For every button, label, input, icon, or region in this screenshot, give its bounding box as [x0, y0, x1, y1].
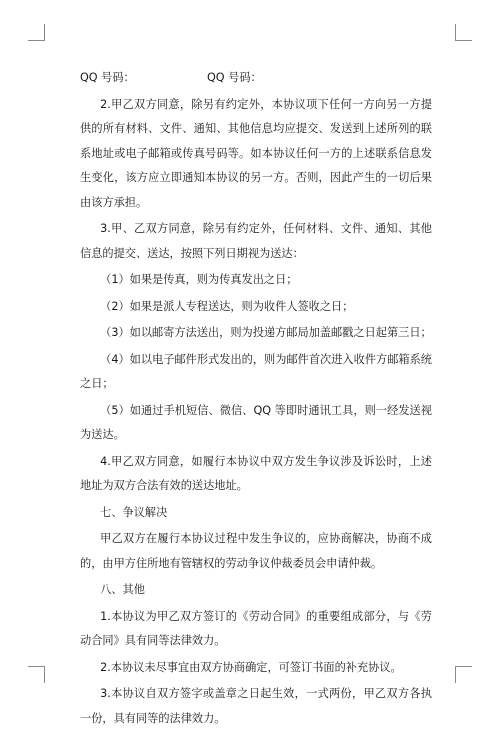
delivery-item-4: （4）如以电子邮件形式发出的，则为邮件首次进入收件方邮箱系统之日；	[80, 352, 432, 390]
qq-number-label-right: QQ 号码：	[207, 71, 262, 84]
section-7-heading: 七、争议解决	[100, 505, 168, 519]
clause-2-paragraph: 2.甲乙双方同意，除另有约定外，本协议项下任何一方向另一方提供的所有材料、文件、通知、其他信息均应提交、发送到上述所列的联系地址或电子邮箱或传真号码等。如本协议任何一方的上述联系信息发生变化，该方应立即通知本协议的另一方。否则，因此产生的一切后果由该方承担。	[80, 97, 432, 209]
delivery-item-2: （2）如果是派人专程送达，则为收件人签收之日；	[100, 299, 354, 313]
delivery-item-5: （5）如通过手机短信、微信、QQ 等即时通讯工具，则一经发送视为送达。	[80, 403, 432, 441]
crop-mark-top-right	[455, 24, 472, 41]
clause-3-paragraph: 3.甲、乙双方同意，除另有约定外，任何材料、文件、通知、其他信息的提交、送达，按照下列日期视为送达：	[80, 222, 432, 260]
document-page	[80, 66, 432, 731]
crop-mark-bottom-right	[455, 666, 472, 683]
delivery-item-3: （3）如以邮寄方法送出，则为投递方邮局加盖邮戳之日起第三日；	[100, 326, 432, 339]
other-clause-2: 2.本协议未尽事宜由双方协商确定，可签订书面的补充协议。	[100, 660, 402, 674]
delivery-item-1: （1）如果是传真，则为传真发出之日；	[100, 273, 298, 286]
crop-mark-top-left	[28, 24, 45, 41]
clause-4-paragraph: 4.甲乙双方同意，如履行本协议中双方发生争议涉及诉讼时，上述地址为双方合法有效的送达地址。	[80, 454, 432, 492]
other-clause-1: 1.本协议为甲乙双方签订的《劳动合同》的重要组成部分，与《劳动合同》具有同等法律效力。	[80, 609, 432, 647]
qq-number-label-left: QQ 号码：	[80, 71, 135, 84]
crop-mark-bottom-left	[28, 666, 45, 683]
qq-number-line	[80, 66, 432, 91]
section-8-heading: 八、其他	[100, 583, 145, 596]
other-clause-3: 3.本协议自双方签字或盖章之日起生效，一式两份，甲乙双方各执一份，具有同等的法律效力。	[80, 687, 432, 725]
dispute-resolution-paragraph: 甲乙双方在履行本协议过程中发生争议的，应协商解决，协商不成的，由甲方住所地有管辖权的劳动争议仲裁委员会申请仲裁。	[80, 532, 432, 570]
